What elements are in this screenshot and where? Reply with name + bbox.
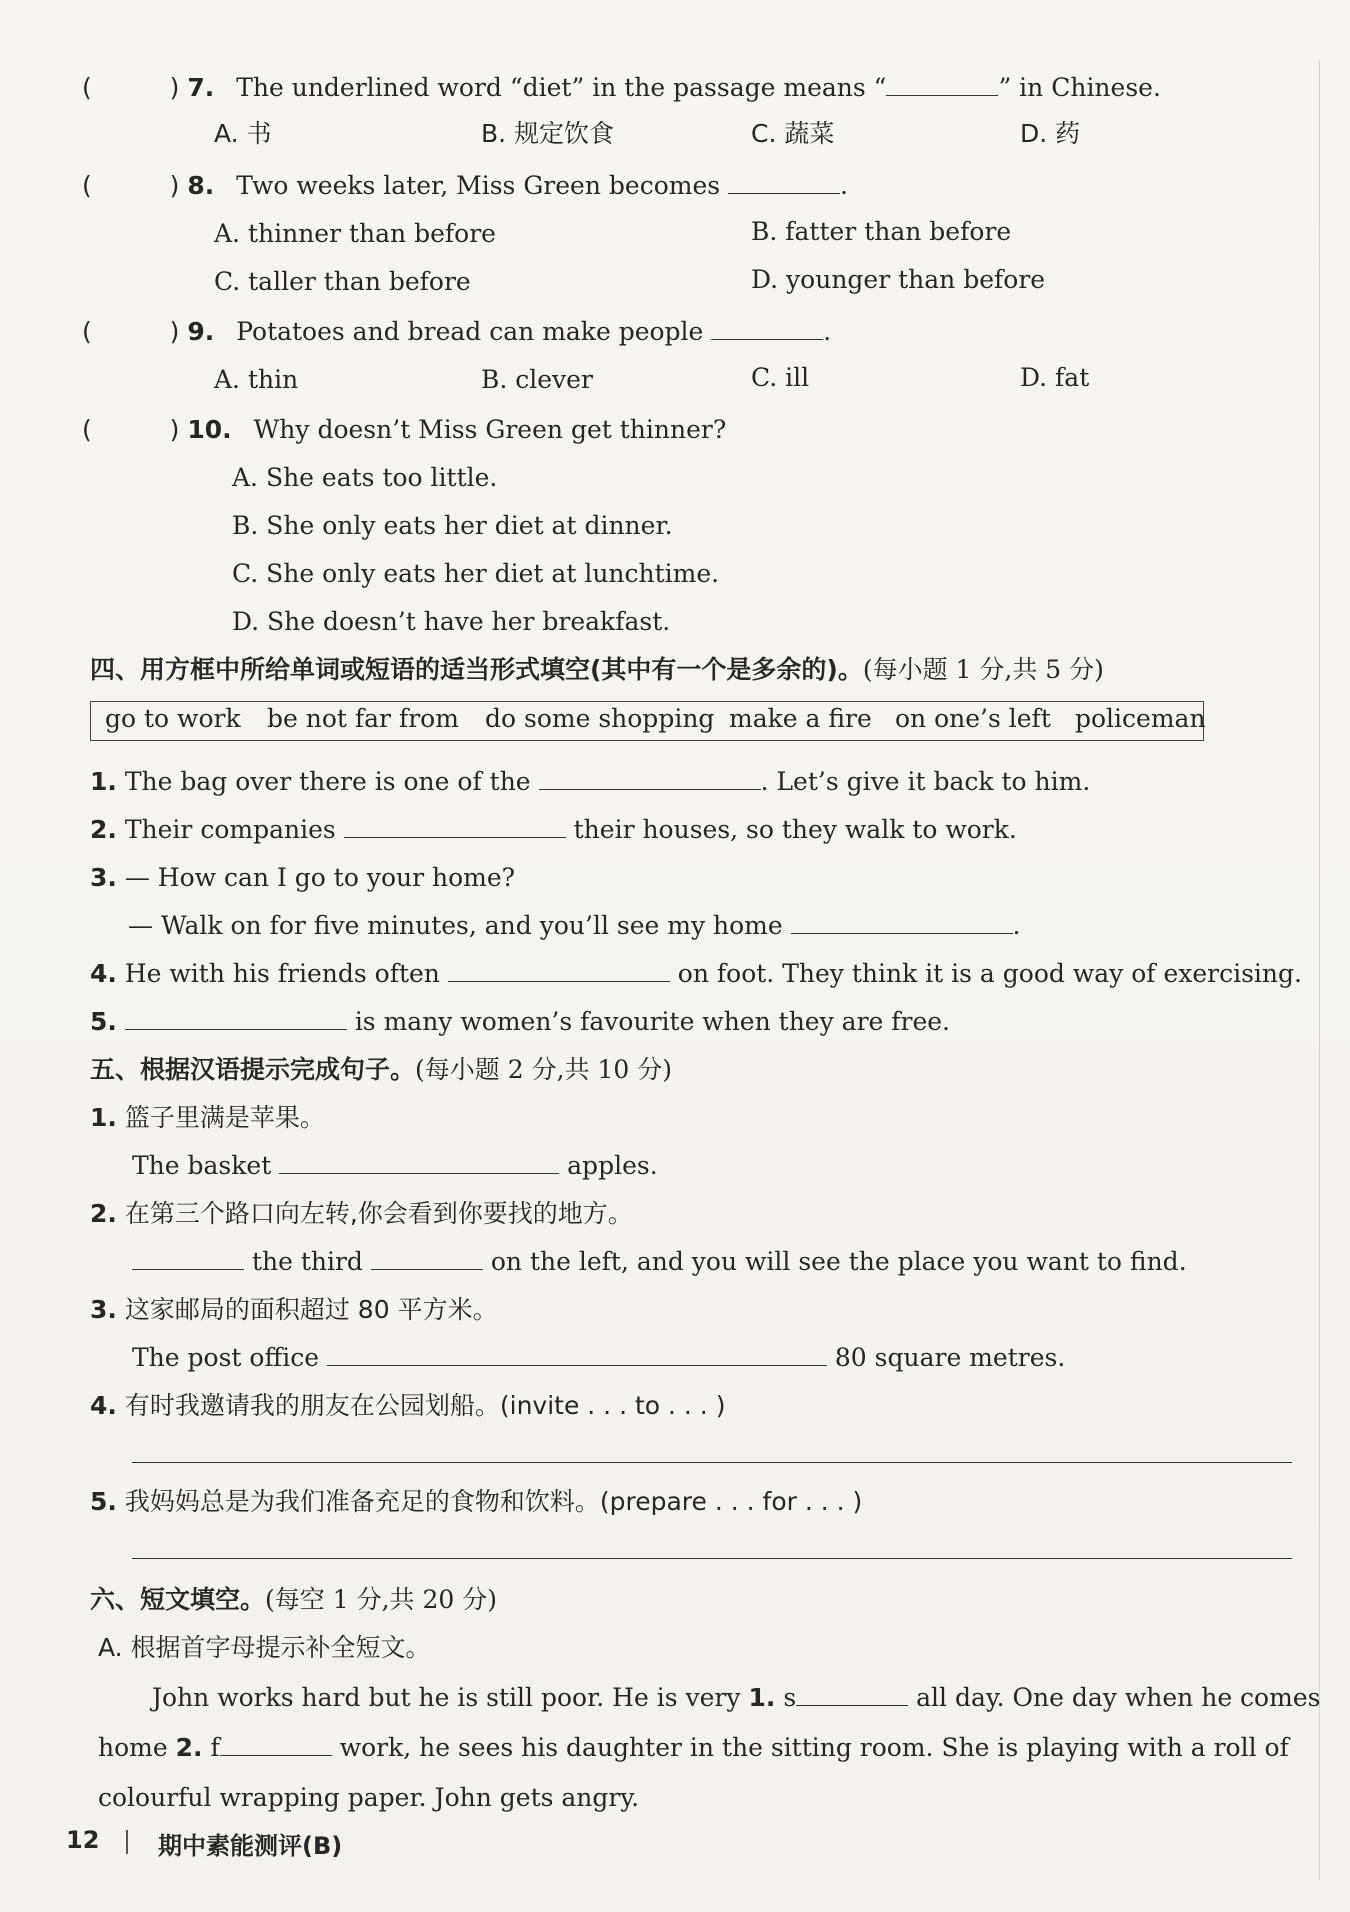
answer-blank[interactable] xyxy=(711,317,823,340)
fill-item-3-response: — Walk on for five minutes, and you’ll see my home . xyxy=(128,911,1021,940)
fill-item-3: 3. — How can I go to your home? xyxy=(90,863,516,892)
passage-line-2: home 2. f work, he sees his daughter in the sitting room. She is playing with a roll of xyxy=(98,1733,1289,1762)
answer-blank[interactable] xyxy=(220,1733,332,1756)
word-option: policeman xyxy=(1075,704,1206,733)
word-option: make a fire xyxy=(729,704,872,733)
fill-item-2: 2. Their companies their houses, so they walk to work. xyxy=(90,815,1017,844)
option-10a[interactable]: A. She eats too little. xyxy=(232,463,498,492)
word-option: on one’s left xyxy=(895,704,1051,733)
option-9b[interactable]: B. clever xyxy=(481,365,593,394)
question-10: ( ) 10. Why doesn’t Miss Green get thinner? xyxy=(82,415,727,444)
answer-blank[interactable] xyxy=(796,1683,908,1706)
translate-item-2-answer: the third on the left, and you will see the place you want to find. xyxy=(132,1246,1187,1278)
fill-item-1: 1. The bag over there is one of the . Let’s give it back to him. xyxy=(90,767,1091,796)
question-9: ( ) 9. Potatoes and bread can make people . xyxy=(82,317,832,346)
section-4-heading: 四、用方框中所给单词或短语的适当形式填空(其中有一个是多余的)。(每小题 1 分,共 5 分) xyxy=(90,655,1104,684)
section-6a-instruction: A. 根据首字母提示补全短文。 xyxy=(98,1633,431,1662)
page-number: 12 xyxy=(66,1826,100,1854)
answer-blank[interactable] xyxy=(448,959,670,982)
translate-item-2-prompt: 2. 在第三个路口向左转,你会看到你要找的地方。 xyxy=(90,1199,633,1228)
option-7c[interactable]: C. 蔬菜 xyxy=(751,119,835,148)
page-footer xyxy=(66,1826,343,1860)
translate-item-3-answer: The post office 80 square metres. xyxy=(132,1343,1066,1372)
option-9a[interactable]: A. thin xyxy=(214,365,299,394)
passage-line-1: John works hard but he is still poor. He is very 1. s all day. One day when he comes xyxy=(152,1683,1321,1712)
option-8d[interactable]: D. younger than before xyxy=(751,265,1046,294)
option-7a[interactable]: A. 书 xyxy=(214,119,272,148)
answer-blank[interactable] xyxy=(886,73,998,96)
option-10b[interactable]: B. She only eats her diet at dinner. xyxy=(232,511,673,540)
answer-line[interactable] xyxy=(132,1462,1292,1463)
answer-blank[interactable] xyxy=(791,911,1013,934)
option-9d[interactable]: D. fat xyxy=(1020,363,1090,392)
word-box xyxy=(90,701,1204,741)
answer-blank[interactable] xyxy=(327,1343,827,1366)
option-8c[interactable]: C. taller than before xyxy=(214,267,471,296)
answer-blank[interactable] xyxy=(728,171,840,194)
option-10d[interactable]: D. She doesn’t have her breakfast. xyxy=(232,607,671,636)
answer-blank[interactable] xyxy=(279,1151,559,1174)
passage-line-3: colourful wrapping paper. John gets angry. xyxy=(98,1783,640,1812)
translate-item-1-answer: The basket apples. xyxy=(132,1151,658,1180)
footer-divider xyxy=(126,1830,128,1854)
section-5-heading: 五、根据汉语提示完成句子。(每小题 2 分,共 10 分) xyxy=(90,1055,672,1084)
answer-blank[interactable] xyxy=(539,767,761,790)
page-edge-rule xyxy=(1319,60,1320,1880)
footer-label: 期中素能测评(B) xyxy=(158,1832,343,1860)
option-7b[interactable]: B. 规定饮食 xyxy=(481,119,615,148)
translate-item-5-prompt: 5. 我妈妈总是为我们准备充足的食物和饮料。(prepare . . . for . . . ) xyxy=(90,1487,863,1516)
answer-line[interactable] xyxy=(132,1558,1292,1559)
answer-blank[interactable] xyxy=(344,815,566,838)
translate-item-4-prompt: 4. 有时我邀请我的朋友在公园划船。(invite . . . to . . . ) xyxy=(90,1391,726,1420)
option-7d[interactable]: D. 药 xyxy=(1020,119,1081,148)
question-8: ( ) 8. Two weeks later, Miss Green becomes . xyxy=(82,171,848,200)
option-8a[interactable]: A. thinner than before xyxy=(214,219,496,248)
option-8b[interactable]: B. fatter than before xyxy=(751,217,1012,246)
question-7: ( ) 7. The underlined word “diet” in the passage means “ ” in Chinese. xyxy=(82,73,1161,102)
option-10c[interactable]: C. She only eats her diet at lunchtime. xyxy=(232,559,720,588)
section-6-heading: 六、短文填空。(每空 1 分,共 20 分) xyxy=(90,1585,497,1614)
translate-item-3-prompt: 3. 这家邮局的面积超过 80 平方米。 xyxy=(90,1295,498,1324)
answer-blank[interactable] xyxy=(125,1007,347,1030)
word-option: be not far from xyxy=(267,704,459,733)
answer-blank[interactable] xyxy=(132,1247,244,1270)
fill-item-5: 5. is many women’s favourite when they are free. xyxy=(90,1007,951,1036)
word-option: do some shopping xyxy=(485,704,715,733)
word-option: go to work xyxy=(105,704,241,733)
fill-item-4: 4. He with his friends often on foot. They think it is a good way of exercising. xyxy=(90,959,1302,988)
translate-item-1-prompt: 1. 篮子里满是苹果。 xyxy=(90,1103,325,1132)
option-9c[interactable]: C. ill xyxy=(751,363,810,392)
answer-blank[interactable] xyxy=(371,1247,483,1270)
